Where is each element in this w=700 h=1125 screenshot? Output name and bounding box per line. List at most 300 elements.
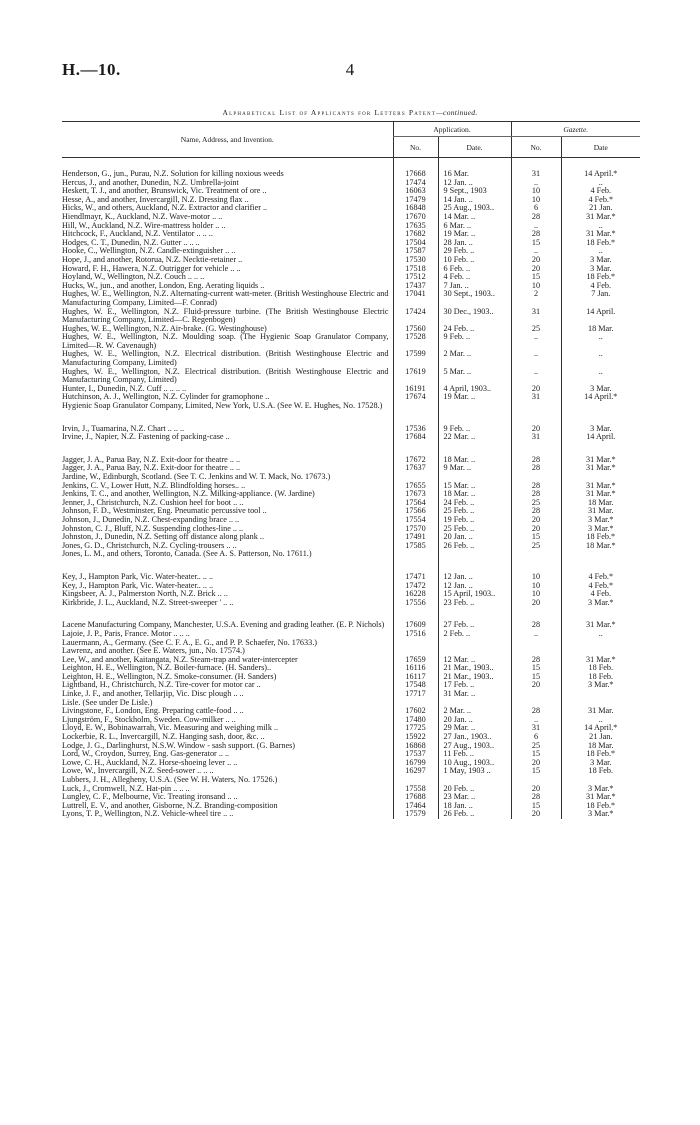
- application-number: 16063: [393, 187, 438, 196]
- gazette-date: 4 Feb.: [561, 282, 640, 291]
- spacer-cell: [561, 158, 640, 171]
- gazette-number: [511, 699, 561, 708]
- spacer-cell: [561, 411, 640, 425]
- application-date: 6 Feb. ..: [438, 265, 511, 274]
- gazette-date: 18 Feb.: [561, 673, 640, 682]
- gazette-number: ..: [511, 350, 561, 367]
- column-header-gaz-date: Date: [561, 137, 640, 158]
- gazette-number: ..: [511, 368, 561, 385]
- application-date: 2 Mar. ..: [438, 707, 511, 716]
- application-date: 23 Feb. ..: [438, 599, 511, 608]
- application-number: 16116: [393, 664, 438, 673]
- gazette-number: 20: [511, 810, 561, 819]
- application-number: 17537: [393, 750, 438, 759]
- applicant-entry: Heskett, T. J., and another, Brunswick, Vic. Treatment of ore ..: [62, 187, 267, 196]
- applicant-entry: Lord, W., Croydon, Surrey, Eng. Gas-generator .. ..: [62, 750, 230, 759]
- document-code: H.—10.: [62, 60, 121, 79]
- gazette-date: ..: [561, 247, 640, 256]
- applicant-entry: Lacene Manufacturing Company, Manchester, U.S.A. Evening and grading leather. (E. P. Nichols): [62, 621, 385, 630]
- application-number: 17528: [393, 333, 438, 350]
- gazette-number: 20: [511, 525, 561, 534]
- table-row: [62, 573, 640, 582]
- gazette-number: 15: [511, 767, 561, 776]
- application-number: 17530: [393, 256, 438, 265]
- gazette-number: 10: [511, 282, 561, 291]
- gazette-date: 21 Jan.: [561, 733, 640, 742]
- table-row: [62, 265, 640, 274]
- gazette-number: 28: [511, 707, 561, 716]
- table-row: [62, 630, 640, 639]
- application-number: 17558: [393, 785, 438, 794]
- table-row: [62, 759, 640, 768]
- application-number: 17472: [393, 582, 438, 591]
- gazette-date: ..: [561, 368, 640, 385]
- gazette-number: 31: [511, 308, 561, 325]
- spacer-cell: [511, 607, 561, 621]
- gazette-date: 21 Jan.: [561, 204, 640, 213]
- application-date: 16 Mar.: [438, 170, 511, 179]
- spacer-cell: [438, 559, 511, 573]
- gazette-date: [561, 473, 640, 482]
- applicant-entry: Henderson, G., jun., Purau, N.Z. Solution for killing noxious weeds: [62, 170, 284, 178]
- spacer-cell: [62, 411, 393, 425]
- table-row: [62, 196, 640, 205]
- spacer-cell: [62, 442, 393, 456]
- column-header-name: Name, Address, and Invention.: [62, 122, 393, 158]
- gazette-number: 25: [511, 499, 561, 508]
- application-date: 27 Aug., 1903..: [438, 742, 511, 751]
- table-row: [62, 533, 640, 542]
- applicant-entry: Hughes, W. E., Wellington, N.Z. Electrical distribution. (British Westinghouse Electric and Manufacturing Company, Limited): [62, 350, 389, 368]
- application-number: 17579: [393, 810, 438, 819]
- gazette-number: 15: [511, 533, 561, 542]
- application-number: 16848: [393, 204, 438, 213]
- table-row: [62, 247, 640, 256]
- application-date: 12 Jan. ..: [438, 573, 511, 582]
- application-date: 29 Mar. ..: [438, 724, 511, 733]
- application-date: [438, 647, 511, 656]
- application-date: 25 Aug., 1903..: [438, 204, 511, 213]
- spacer-cell: [511, 442, 561, 456]
- application-date: 21 Mar., 1903..: [438, 664, 511, 673]
- gazette-date: 18 Feb.*: [561, 750, 640, 759]
- application-date: [438, 699, 511, 708]
- gazette-number: 31: [511, 393, 561, 402]
- application-number: 17464: [393, 802, 438, 811]
- gazette-number: [511, 690, 561, 699]
- table-row: [62, 699, 640, 708]
- spacer-cell: [393, 411, 438, 425]
- application-number: 17424: [393, 308, 438, 325]
- gazette-date: 3 Mar.*: [561, 810, 640, 819]
- gazette-number: 28: [511, 793, 561, 802]
- applicant-entry: Hiendlmayr, K., Auckland, N.Z. Wave-motor .. ..: [62, 212, 223, 221]
- application-number: 17474: [393, 179, 438, 188]
- table-row: [62, 170, 640, 179]
- gazette-date: 4 Feb.: [561, 590, 640, 599]
- table-row: [62, 793, 640, 802]
- gazette-number: 28: [511, 230, 561, 239]
- application-date: 5 Mar. ..: [438, 368, 511, 385]
- application-number: [393, 550, 438, 559]
- applicant-entry: Lyons, T. P., Wellington, N.Z. Vehicle-wheel tire .. ..: [62, 810, 234, 819]
- gazette-number: 20: [511, 265, 561, 274]
- application-number: 17556: [393, 599, 438, 608]
- gazette-date: 7 Jan.: [561, 290, 640, 307]
- table-row: [62, 425, 640, 434]
- gazette-number: ..: [511, 333, 561, 350]
- applicant-entry: Hughes, W. E., Wellington, N.Z. Air-brake. (G. Westinghouse): [62, 324, 267, 333]
- gazette-date: 14 April.: [561, 433, 640, 442]
- application-date: 20 Jan. ..: [438, 716, 511, 725]
- application-number: 17637: [393, 464, 438, 473]
- application-date: 29 Feb. ..: [438, 247, 511, 256]
- applicant-entry: Hope, J., and another, Rotorua, N.Z. Necktie-retainer ..: [62, 255, 243, 264]
- gazette-number: 10: [511, 590, 561, 599]
- application-date: 12 Jan. ..: [438, 582, 511, 591]
- application-date: 1 May, 1903 ..: [438, 767, 511, 776]
- gazette-date: 18 Feb.*: [561, 802, 640, 811]
- spacer-cell: [438, 158, 511, 171]
- applicant-entry: Linke, J. F., and another, Tellarjip, Vic. Disc plough .. ..: [62, 690, 244, 699]
- gazette-date: ..: [561, 222, 640, 231]
- gazette-date: ..: [561, 630, 640, 639]
- spacer-cell: [62, 158, 393, 171]
- gazette-date: 18 Feb.*: [561, 533, 640, 542]
- application-number: 17684: [393, 433, 438, 442]
- table-row: [62, 239, 640, 248]
- section-spacer: [62, 559, 640, 573]
- table-row: [62, 482, 640, 491]
- application-number: [393, 776, 438, 785]
- gazette-date: 31 Mar.*: [561, 621, 640, 630]
- gazette-number: [511, 647, 561, 656]
- gazette-number: 28: [511, 507, 561, 516]
- application-date: 4 Feb. ..: [438, 273, 511, 282]
- gazette-number: 10: [511, 573, 561, 582]
- applicant-entry: Lungley, C. F., Melbourne, Vic. Treating ironsand .. ..: [62, 793, 238, 802]
- table-row: [62, 810, 640, 819]
- gazette-date: [561, 690, 640, 699]
- application-date: 17 Feb. ..: [438, 681, 511, 690]
- gazette-date: 3 Mar.: [561, 256, 640, 265]
- gazette-number: [511, 639, 561, 648]
- column-header-gaz-no: No.: [511, 137, 561, 158]
- gazette-number: [511, 550, 561, 559]
- application-date: 10 Feb. ..: [438, 256, 511, 265]
- applicant-entry: Jones, L. M., and others, Toronto, Canada. (See A. S. Patterson, No. 17611.): [62, 550, 312, 559]
- gazette-number: [511, 776, 561, 785]
- spacer-cell: [393, 158, 438, 171]
- gazette-date: 18 Mar.: [561, 325, 640, 334]
- table-row: [62, 187, 640, 196]
- gazette-date: 4 Feb.: [561, 187, 640, 196]
- gazette-date: 31 Mar.: [561, 507, 640, 516]
- application-number: 17609: [393, 621, 438, 630]
- section-spacer: [62, 158, 640, 171]
- table-row: [62, 724, 640, 733]
- spacer-cell: [62, 559, 393, 573]
- table-row: [62, 673, 640, 682]
- applicant-entry: Hunter, I., Dunedin, N.Z. Cuff .. .. .. ..: [62, 384, 187, 393]
- applicants-rows: [62, 158, 640, 819]
- application-number: 17566: [393, 507, 438, 516]
- list-title-main: Alphabetical List of Applicants for Letters Patent: [222, 108, 437, 117]
- applicant-entry: Jagger, J. A., Parua Bay, N.Z. Exit-door for theatre .. ..: [62, 455, 241, 464]
- application-number: 16297: [393, 767, 438, 776]
- application-date: 18 Mar. ..: [438, 456, 511, 465]
- application-date: 22 Mar. ..: [438, 433, 511, 442]
- application-date: 9 Feb. ..: [438, 425, 511, 434]
- gazette-date: 31 Mar.*: [561, 213, 640, 222]
- applicant-entry: Hicks, W., and others, Auckland, N.Z. Extractor and clarifier ..: [62, 204, 268, 213]
- applicant-entry: Kirkbride, J. L., Auckland, N.Z. Street-sweeper ' .. ..: [62, 598, 234, 607]
- application-date: 10 Aug., 1903..: [438, 759, 511, 768]
- application-date: 27 Jan., 1903..: [438, 733, 511, 742]
- table-row: [62, 213, 640, 222]
- application-number: 17674: [393, 393, 438, 402]
- spacer-cell: [438, 442, 511, 456]
- spacer-cell: [393, 442, 438, 456]
- table-row: [62, 647, 640, 656]
- application-number: 17041: [393, 290, 438, 307]
- table-row: [62, 179, 640, 188]
- gazette-date: 3 Mar.: [561, 385, 640, 394]
- application-number: 16868: [393, 742, 438, 751]
- table-row: [62, 681, 640, 690]
- application-date: 19 Mar. ..: [438, 393, 511, 402]
- applicant-entry: Lockerbie, R. L., Invercargill, N.Z. Hanging sash, door, &c. ..: [62, 733, 265, 742]
- application-date: 9 Sept., 1903: [438, 187, 511, 196]
- applicant-entry: Lightband, H., Christchurch, N.Z. Tire-cover for motor car ..: [62, 681, 261, 690]
- column-header-gazette: Gazette.: [511, 122, 640, 137]
- application-number: 17635: [393, 222, 438, 231]
- applicant-entry: Hughes, W. E., Wellington, N.Z. Moulding soap. (The Hygienic Soap Granulator Company, Limited—R. W. Cavenaugh): [62, 333, 389, 350]
- application-date: [438, 639, 511, 648]
- application-number: 17672: [393, 456, 438, 465]
- gazette-number: 10: [511, 187, 561, 196]
- application-number: 16799: [393, 759, 438, 768]
- gazette-number: 15: [511, 273, 561, 282]
- application-number: 17602: [393, 707, 438, 716]
- application-number: [393, 647, 438, 656]
- table-row: [62, 499, 640, 508]
- applicant-entry: Lauermann, A., Germany. (See C. F. A., E. G., and P. P. Schaefer, No. 17633.): [62, 638, 317, 647]
- gazette-date: [561, 776, 640, 785]
- table-row: [62, 525, 640, 534]
- gazette-number: 15: [511, 673, 561, 682]
- applicant-entry: Luck, J., Cromwell, N.Z. Hat-pin .. .. ..: [62, 784, 190, 793]
- gazette-number: 15: [511, 750, 561, 759]
- gazette-number: ..: [511, 247, 561, 256]
- application-number: 17659: [393, 656, 438, 665]
- gazette-date: 4 Feb.*: [561, 196, 640, 205]
- table-row: [62, 333, 640, 350]
- gazette-number: 28: [511, 490, 561, 499]
- application-date: 19 Feb. ..: [438, 516, 511, 525]
- section-spacer: [62, 442, 640, 456]
- applicant-entry: Hodges, C. T., Dunedin, N.Z. Gutter .. .. ..: [62, 238, 200, 247]
- table-row: [62, 639, 640, 648]
- table-row: [62, 733, 640, 742]
- applicant-entry: Lowe, W., Invercargill, N.Z. Seed-sower .. .. ..: [62, 767, 214, 776]
- spacer-cell: [511, 411, 561, 425]
- applicant-entry: Irvine, J., Napier, N.Z. Fastening of packing-case ..: [62, 433, 230, 442]
- table-row: [62, 599, 640, 608]
- gazette-number: 20: [511, 681, 561, 690]
- gazette-date: 14 April.*: [561, 170, 640, 179]
- application-date: 30 Dec., 1903..: [438, 308, 511, 325]
- application-number: 15922: [393, 733, 438, 742]
- gazette-date: 18 Feb.: [561, 664, 640, 673]
- application-date: 7 Jan. ..: [438, 282, 511, 291]
- gazette-number: 15: [511, 802, 561, 811]
- application-date: 12 Mar. ..: [438, 656, 511, 665]
- application-number: 17619: [393, 368, 438, 385]
- applicants-table: [62, 121, 640, 819]
- application-number: 17512: [393, 273, 438, 282]
- gazette-date: [561, 647, 640, 656]
- spacer-cell: [511, 559, 561, 573]
- application-number: [393, 402, 438, 411]
- table-row: [62, 222, 640, 231]
- application-date: [438, 776, 511, 785]
- application-date: [438, 550, 511, 559]
- gazette-date: 31 Mar.*: [561, 482, 640, 491]
- application-number: 17437: [393, 282, 438, 291]
- gazette-number: 31: [511, 170, 561, 179]
- gazette-date: 14 April.*: [561, 724, 640, 733]
- application-number: 17673: [393, 490, 438, 499]
- gazette-number: ..: [511, 222, 561, 231]
- gazette-number: 15: [511, 239, 561, 248]
- applicant-entry: Lawrenz, and another. (See E. Waters, jun., No. 17574.): [62, 647, 245, 656]
- spacer-cell: [561, 442, 640, 456]
- application-number: 17560: [393, 325, 438, 334]
- list-title: [0, 108, 700, 117]
- table-row: [62, 464, 640, 473]
- gazette-number: 20: [511, 385, 561, 394]
- application-number: 17491: [393, 533, 438, 542]
- gazette-number: 20: [511, 256, 561, 265]
- gazette-date: ..: [561, 179, 640, 188]
- application-number: 16228: [393, 590, 438, 599]
- applicant-entry: Leighton, H. E., Wellington, N.Z. Boiler-furnace. (H. Sanders)..: [62, 664, 272, 673]
- application-number: 17471: [393, 573, 438, 582]
- applicant-entry: Lodge, J. G., Darlinghurst, N.S.W. Window - sash support. (G. Barnes): [62, 741, 295, 750]
- application-date: 14 Mar. ..: [438, 213, 511, 222]
- table-row: [62, 507, 640, 516]
- gazette-date: 14 April.: [561, 308, 640, 325]
- applicant-entry: Hill, W., Auckland, N.Z. Wire-mattress holder .. ..: [62, 221, 226, 230]
- gazette-date: 31 Mar.*: [561, 456, 640, 465]
- application-number: 17599: [393, 350, 438, 367]
- applicant-entry: Lisle. (See under De Lisle.): [62, 698, 153, 707]
- table-row: [62, 767, 640, 776]
- applicant-entry: Kingsbeer, A. J., Palmerston North, N.Z. Brick .. ..: [62, 590, 228, 599]
- page-number: 4: [345, 60, 355, 79]
- gazette-number: 6: [511, 204, 561, 213]
- application-date: 24 Feb. ..: [438, 499, 511, 508]
- applicant-entry: Lubbers, J. H., Allegheny, U.S.A. (See W. H. Waters, No. 17526.): [62, 776, 278, 784]
- gazette-date: 18 Mar.: [561, 742, 640, 751]
- gazette-date: 3 Mar.: [561, 759, 640, 768]
- table-row: [62, 456, 640, 465]
- applicant-entry: Jenkins, C. V., Lower Hutt, N.Z. Blindfolding horses.. ..: [62, 481, 246, 490]
- application-date: 15 Mar. ..: [438, 482, 511, 491]
- gazette-date: [561, 699, 640, 708]
- application-date: 20 Feb. ..: [438, 785, 511, 794]
- applicant-entry: Hooke, C., Wellington, N.Z. Candle-extinguisher .. ..: [62, 247, 236, 256]
- application-date: 14 Jan. ..: [438, 196, 511, 205]
- gazette-number: 10: [511, 196, 561, 205]
- applicant-entry: Ljungström, F., Stockholm, Sweden. Cow-milker .. ..: [62, 715, 236, 724]
- applicant-entry: Leighton, H. E., Wellington, N.Z. Smoke-consumer. (H. Sanders): [62, 672, 277, 681]
- application-date: 18 Jan. ..: [438, 802, 511, 811]
- table-row: [62, 590, 640, 599]
- table-row: [62, 516, 640, 525]
- spacer-cell: [62, 607, 393, 621]
- gazette-number: 25: [511, 742, 561, 751]
- application-date: 19 Mar. ..: [438, 230, 511, 239]
- gazette-number: ..: [511, 630, 561, 639]
- application-date: 30 Sept., 1903..: [438, 290, 511, 307]
- application-number: [393, 473, 438, 482]
- table-row: [62, 656, 640, 665]
- application-number: 17518: [393, 265, 438, 274]
- application-number: 17479: [393, 196, 438, 205]
- gazette-date: ..: [561, 350, 640, 367]
- gazette-number: 28: [511, 656, 561, 665]
- gazette-date: 4 Feb.*: [561, 582, 640, 591]
- gazette-date: 31 Mar.*: [561, 464, 640, 473]
- applicant-entry: Hucks, W., jun., and another, London, Eng. Aerating liquids ..: [62, 281, 265, 290]
- gazette-number: 20: [511, 599, 561, 608]
- application-number: 17504: [393, 239, 438, 248]
- application-date: 25 Feb. ..: [438, 525, 511, 534]
- application-date: 9 Feb. ..: [438, 333, 511, 350]
- application-number: [393, 699, 438, 708]
- application-number: 17682: [393, 230, 438, 239]
- spacer-cell: [393, 607, 438, 621]
- gazette-number: ..: [511, 716, 561, 725]
- application-number: 17655: [393, 482, 438, 491]
- table-row: [62, 776, 640, 785]
- applicant-entry: Howard, F. H., Hawera, N.Z. Outrigger for vehicle .. ..: [62, 264, 241, 273]
- gazette-date: 31 Mar.: [561, 707, 640, 716]
- table-row: [62, 785, 640, 794]
- gazette-number: 31: [511, 724, 561, 733]
- spacer-cell: [438, 411, 511, 425]
- applicant-entry: Luttrell, E. V., and another, Gisborne, N.Z. Branding-composition: [62, 801, 278, 810]
- application-date: 27 Feb. ..: [438, 621, 511, 630]
- spacer-cell: [393, 559, 438, 573]
- application-number: 17688: [393, 793, 438, 802]
- gazette-date: 3 Mar.: [561, 425, 640, 434]
- table-row: [62, 230, 640, 239]
- gazette-date: 31 Mar.*: [561, 490, 640, 499]
- table-row: [62, 542, 640, 551]
- application-date: 18 Mar. ..: [438, 490, 511, 499]
- table-row: [62, 393, 640, 402]
- gazette-number: 28: [511, 621, 561, 630]
- applicant-entry: Lajoie, J. P., Paris, France. Motor .. .. ..: [62, 629, 190, 638]
- table-row: [62, 742, 640, 751]
- spacer-cell: [438, 607, 511, 621]
- table-row: [62, 664, 640, 673]
- gazette-date: 3 Mar.*: [561, 785, 640, 794]
- application-number: 17548: [393, 681, 438, 690]
